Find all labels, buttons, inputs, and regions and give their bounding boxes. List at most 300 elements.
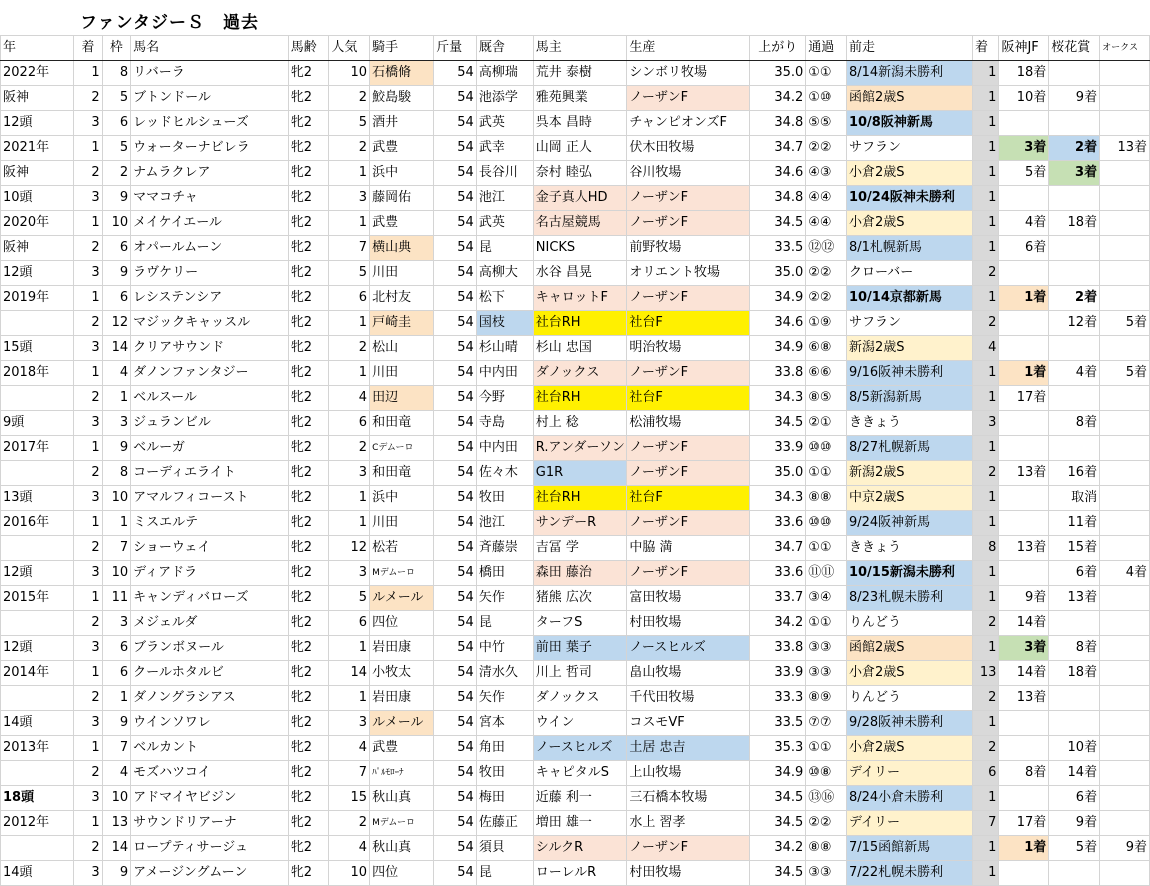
oaks-cell[interactable] bbox=[1100, 511, 1150, 536]
waku-cell[interactable]: 7 bbox=[102, 736, 130, 761]
oka-sho-cell[interactable] bbox=[1049, 111, 1100, 136]
waku-cell[interactable]: 3 bbox=[102, 411, 130, 436]
age-cell[interactable]: 牝2 bbox=[288, 61, 329, 86]
popularity-cell[interactable]: 5 bbox=[329, 586, 370, 611]
prev-race-cell[interactable]: デイリー bbox=[846, 811, 972, 836]
hanshin-jf-cell[interactable] bbox=[999, 486, 1049, 511]
owner-cell[interactable]: 山岡 正人 bbox=[533, 136, 627, 161]
weight-cell[interactable]: 54 bbox=[434, 661, 477, 686]
breeder-cell[interactable]: ノーザンF bbox=[627, 461, 750, 486]
hanshin-jf-cell[interactable]: 6着 bbox=[999, 236, 1049, 261]
owner-cell[interactable]: 杉山 忠国 bbox=[533, 336, 627, 361]
popularity-cell[interactable]: 3 bbox=[329, 186, 370, 211]
age-cell[interactable]: 牝2 bbox=[288, 236, 329, 261]
rank-cell[interactable]: 2 bbox=[74, 236, 102, 261]
passing-cell[interactable]: ⑧⑧ bbox=[806, 486, 847, 511]
owner-cell[interactable]: 近藤 利一 bbox=[533, 786, 627, 811]
breeder-cell[interactable]: ノーザンF bbox=[627, 211, 750, 236]
stable-cell[interactable]: 角田 bbox=[476, 736, 533, 761]
popularity-cell[interactable]: 1 bbox=[329, 311, 370, 336]
hanshin-jf-cell[interactable] bbox=[999, 511, 1049, 536]
prev-race-cell[interactable]: 小倉2歳S bbox=[846, 661, 972, 686]
hanshin-jf-cell[interactable]: 1着 bbox=[999, 836, 1049, 861]
prev-rank-cell[interactable]: 1 bbox=[973, 211, 999, 236]
prev-race-cell[interactable]: 8/23札幌未勝利 bbox=[846, 586, 972, 611]
horse-name-cell[interactable]: モズハツコイ bbox=[131, 761, 289, 786]
popularity-cell[interactable]: 5 bbox=[329, 111, 370, 136]
breeder-cell[interactable]: コスモVF bbox=[627, 711, 750, 736]
stable-cell[interactable]: 清水久 bbox=[476, 661, 533, 686]
weight-cell[interactable]: 54 bbox=[434, 536, 477, 561]
rank-cell[interactable]: 2 bbox=[74, 161, 102, 186]
age-cell[interactable]: 牝2 bbox=[288, 361, 329, 386]
owner-cell[interactable]: 金子真人HD bbox=[533, 186, 627, 211]
passing-cell[interactable]: ⑧⑧ bbox=[806, 836, 847, 861]
owner-cell[interactable]: シルクR bbox=[533, 836, 627, 861]
waku-cell[interactable]: 3 bbox=[102, 611, 130, 636]
passing-cell[interactable]: ⑩⑩ bbox=[806, 511, 847, 536]
rank-cell[interactable]: 1 bbox=[74, 811, 102, 836]
col-header-passing[interactable]: 通過 bbox=[806, 36, 847, 61]
last3f-cell[interactable]: 34.2 bbox=[750, 86, 806, 111]
horse-name-cell[interactable]: ダノングラシアス bbox=[131, 686, 289, 711]
passing-cell[interactable]: ⑩⑩ bbox=[806, 436, 847, 461]
age-cell[interactable]: 牝2 bbox=[288, 411, 329, 436]
oka-sho-cell[interactable]: 18着 bbox=[1049, 661, 1100, 686]
horse-name-cell[interactable]: サウンドリアーナ bbox=[131, 811, 289, 836]
breeder-cell[interactable]: ノーザンF bbox=[627, 86, 750, 111]
prev-race-cell[interactable]: 小倉2歳S bbox=[846, 211, 972, 236]
stable-cell[interactable]: 橋田 bbox=[476, 561, 533, 586]
jockey-cell[interactable]: 松山 bbox=[370, 336, 434, 361]
age-cell[interactable]: 牝2 bbox=[288, 736, 329, 761]
rank-cell[interactable]: 1 bbox=[74, 286, 102, 311]
year-cell[interactable]: 18頭 bbox=[1, 786, 74, 811]
oaks-cell[interactable] bbox=[1100, 61, 1150, 86]
popularity-cell[interactable]: 2 bbox=[329, 86, 370, 111]
prev-race-cell[interactable]: りんどう bbox=[846, 611, 972, 636]
prev-race-cell[interactable]: 8/5新潟新馬 bbox=[846, 386, 972, 411]
stable-cell[interactable]: 宮本 bbox=[476, 711, 533, 736]
breeder-cell[interactable]: 水上 習孝 bbox=[627, 811, 750, 836]
waku-cell[interactable]: 6 bbox=[102, 661, 130, 686]
last3f-cell[interactable]: 35.0 bbox=[750, 461, 806, 486]
jockey-cell[interactable]: 石橋脩 bbox=[370, 61, 434, 86]
prev-race-cell[interactable]: 8/27札幌新馬 bbox=[846, 436, 972, 461]
horse-name-cell[interactable]: コーディエライト bbox=[131, 461, 289, 486]
horse-name-cell[interactable]: ベルカント bbox=[131, 736, 289, 761]
prev-race-cell[interactable]: 10/8阪神新馬 bbox=[846, 111, 972, 136]
oaks-cell[interactable] bbox=[1100, 711, 1150, 736]
stable-cell[interactable]: 梅田 bbox=[476, 786, 533, 811]
prev-race-cell[interactable]: 新潟2歳S bbox=[846, 461, 972, 486]
popularity-cell[interactable]: 1 bbox=[329, 211, 370, 236]
horse-name-cell[interactable]: ナムラクレア bbox=[131, 161, 289, 186]
last3f-cell[interactable]: 34.5 bbox=[750, 211, 806, 236]
prev-race-cell[interactable]: デイリー bbox=[846, 761, 972, 786]
stable-cell[interactable]: 中内田 bbox=[476, 361, 533, 386]
last3f-cell[interactable]: 34.2 bbox=[750, 836, 806, 861]
weight-cell[interactable]: 54 bbox=[434, 461, 477, 486]
prev-rank-cell[interactable]: 13 bbox=[973, 661, 999, 686]
rank-cell[interactable]: 3 bbox=[74, 111, 102, 136]
year-cell[interactable] bbox=[1, 686, 74, 711]
jockey-cell[interactable]: 武豊 bbox=[370, 136, 434, 161]
weight-cell[interactable]: 54 bbox=[434, 411, 477, 436]
stable-cell[interactable]: 松下 bbox=[476, 286, 533, 311]
prev-race-cell[interactable]: 中京2歳S bbox=[846, 486, 972, 511]
waku-cell[interactable]: 11 bbox=[102, 586, 130, 611]
waku-cell[interactable]: 9 bbox=[102, 186, 130, 211]
owner-cell[interactable]: キャロットF bbox=[533, 286, 627, 311]
age-cell[interactable]: 牝2 bbox=[288, 811, 329, 836]
prev-rank-cell[interactable]: 1 bbox=[973, 136, 999, 161]
breeder-cell[interactable]: チャンピオンズF bbox=[627, 111, 750, 136]
jockey-cell[interactable]: 川田 bbox=[370, 361, 434, 386]
prev-rank-cell[interactable]: 1 bbox=[973, 61, 999, 86]
age-cell[interactable]: 牝2 bbox=[288, 711, 329, 736]
last3f-cell[interactable]: 34.8 bbox=[750, 111, 806, 136]
rank-cell[interactable]: 1 bbox=[74, 361, 102, 386]
jockey-cell[interactable]: ルメール bbox=[370, 711, 434, 736]
last3f-cell[interactable]: 35.0 bbox=[750, 261, 806, 286]
popularity-cell[interactable]: 12 bbox=[329, 536, 370, 561]
hanshin-jf-cell[interactable]: 10着 bbox=[999, 86, 1049, 111]
waku-cell[interactable]: 6 bbox=[102, 236, 130, 261]
hanshin-jf-cell[interactable] bbox=[999, 736, 1049, 761]
owner-cell[interactable]: 名古屋競馬 bbox=[533, 211, 627, 236]
breeder-cell[interactable]: ノーザンF bbox=[627, 286, 750, 311]
year-cell[interactable]: 10頭 bbox=[1, 186, 74, 211]
year-cell[interactable]: 阪神 bbox=[1, 236, 74, 261]
year-cell[interactable]: 2020年 bbox=[1, 211, 74, 236]
passing-cell[interactable]: ①① bbox=[806, 611, 847, 636]
rank-cell[interactable]: 1 bbox=[74, 436, 102, 461]
last3f-cell[interactable]: 34.5 bbox=[750, 411, 806, 436]
passing-cell[interactable]: ②② bbox=[806, 286, 847, 311]
horse-name-cell[interactable]: ジュランビル bbox=[131, 411, 289, 436]
prev-rank-cell[interactable]: 8 bbox=[973, 536, 999, 561]
oaks-cell[interactable] bbox=[1100, 286, 1150, 311]
passing-cell[interactable]: ④④ bbox=[806, 211, 847, 236]
popularity-cell[interactable]: 7 bbox=[329, 761, 370, 786]
last3f-cell[interactable]: 33.5 bbox=[750, 236, 806, 261]
hanshin-jf-cell[interactable]: 1着 bbox=[999, 361, 1049, 386]
jockey-cell[interactable]: 岩田康 bbox=[370, 636, 434, 661]
prev-rank-cell[interactable]: 1 bbox=[973, 711, 999, 736]
oaks-cell[interactable] bbox=[1100, 736, 1150, 761]
age-cell[interactable]: 牝2 bbox=[288, 761, 329, 786]
oaks-cell[interactable] bbox=[1100, 661, 1150, 686]
passing-cell[interactable]: ①① bbox=[806, 536, 847, 561]
owner-cell[interactable]: 増田 雄一 bbox=[533, 811, 627, 836]
stable-cell[interactable]: 矢作 bbox=[476, 586, 533, 611]
stable-cell[interactable]: 佐々木 bbox=[476, 461, 533, 486]
oka-sho-cell[interactable]: 5着 bbox=[1049, 836, 1100, 861]
rank-cell[interactable]: 2 bbox=[74, 311, 102, 336]
jockey-cell[interactable]: 浜中 bbox=[370, 486, 434, 511]
horse-name-cell[interactable]: クリアサウンド bbox=[131, 336, 289, 361]
prev-rank-cell[interactable]: 1 bbox=[973, 636, 999, 661]
rank-cell[interactable]: 3 bbox=[74, 486, 102, 511]
rank-cell[interactable]: 3 bbox=[74, 711, 102, 736]
oaks-cell[interactable] bbox=[1100, 111, 1150, 136]
passing-cell[interactable]: ⑥⑥ bbox=[806, 361, 847, 386]
rank-cell[interactable]: 3 bbox=[74, 411, 102, 436]
prev-rank-cell[interactable]: 1 bbox=[973, 386, 999, 411]
horse-name-cell[interactable]: アドマイヤビジン bbox=[131, 786, 289, 811]
hanshin-jf-cell[interactable]: 14着 bbox=[999, 611, 1049, 636]
rank-cell[interactable]: 3 bbox=[74, 861, 102, 886]
prev-race-cell[interactable]: 8/24小倉未勝利 bbox=[846, 786, 972, 811]
prev-rank-cell[interactable]: 1 bbox=[973, 236, 999, 261]
owner-cell[interactable]: ダノックス bbox=[533, 686, 627, 711]
waku-cell[interactable]: 1 bbox=[102, 386, 130, 411]
jockey-cell[interactable]: 武豊 bbox=[370, 736, 434, 761]
waku-cell[interactable]: 9 bbox=[102, 261, 130, 286]
oka-sho-cell[interactable]: 取消 bbox=[1049, 486, 1100, 511]
jockey-cell[interactable]: 四位 bbox=[370, 861, 434, 886]
jockey-cell[interactable]: 北村友 bbox=[370, 286, 434, 311]
last3f-cell[interactable]: 33.6 bbox=[750, 511, 806, 536]
oka-sho-cell[interactable] bbox=[1049, 186, 1100, 211]
waku-cell[interactable]: 7 bbox=[102, 536, 130, 561]
age-cell[interactable]: 牝2 bbox=[288, 136, 329, 161]
owner-cell[interactable]: 森田 藤治 bbox=[533, 561, 627, 586]
oaks-cell[interactable]: 4着 bbox=[1100, 561, 1150, 586]
waku-cell[interactable]: 4 bbox=[102, 361, 130, 386]
oka-sho-cell[interactable]: 6着 bbox=[1049, 561, 1100, 586]
popularity-cell[interactable]: 10 bbox=[329, 861, 370, 886]
jockey-cell[interactable]: 鮫島駿 bbox=[370, 86, 434, 111]
breeder-cell[interactable]: ノーザンF bbox=[627, 186, 750, 211]
weight-cell[interactable]: 54 bbox=[434, 611, 477, 636]
popularity-cell[interactable]: 1 bbox=[329, 161, 370, 186]
year-cell[interactable]: 15頭 bbox=[1, 336, 74, 361]
jockey-cell[interactable]: ルメール bbox=[370, 586, 434, 611]
owner-cell[interactable]: 奈村 睦弘 bbox=[533, 161, 627, 186]
jockey-cell[interactable]: Mデムーロ bbox=[370, 561, 434, 586]
weight-cell[interactable]: 54 bbox=[434, 211, 477, 236]
year-cell[interactable] bbox=[1, 611, 74, 636]
breeder-cell[interactable]: 松浦牧場 bbox=[627, 411, 750, 436]
stable-cell[interactable]: 池添学 bbox=[476, 86, 533, 111]
owner-cell[interactable]: NICKS bbox=[533, 236, 627, 261]
horse-name-cell[interactable]: ブトンドール bbox=[131, 86, 289, 111]
year-cell[interactable]: 12頭 bbox=[1, 561, 74, 586]
stable-cell[interactable]: 佐藤正 bbox=[476, 811, 533, 836]
breeder-cell[interactable]: 中脇 満 bbox=[627, 536, 750, 561]
age-cell[interactable]: 牝2 bbox=[288, 636, 329, 661]
horse-name-cell[interactable]: ウインソワレ bbox=[131, 711, 289, 736]
stable-cell[interactable]: 牧田 bbox=[476, 761, 533, 786]
oaks-cell[interactable]: 13着 bbox=[1100, 136, 1150, 161]
rank-cell[interactable]: 3 bbox=[74, 186, 102, 211]
hanshin-jf-cell[interactable] bbox=[999, 111, 1049, 136]
prev-race-cell[interactable]: クローバー bbox=[846, 261, 972, 286]
col-header-prev-rank[interactable]: 着 bbox=[973, 36, 999, 61]
hanshin-jf-cell[interactable] bbox=[999, 261, 1049, 286]
age-cell[interactable]: 牝2 bbox=[288, 486, 329, 511]
jockey-cell[interactable]: 和田竜 bbox=[370, 461, 434, 486]
waku-cell[interactable]: 9 bbox=[102, 436, 130, 461]
jockey-cell[interactable]: 四位 bbox=[370, 611, 434, 636]
horse-name-cell[interactable]: アメージングムーン bbox=[131, 861, 289, 886]
jockey-cell[interactable]: 岩田康 bbox=[370, 686, 434, 711]
col-header-stable[interactable]: 厩舎 bbox=[476, 36, 533, 61]
weight-cell[interactable]: 54 bbox=[434, 861, 477, 886]
oka-sho-cell[interactable]: 4着 bbox=[1049, 361, 1100, 386]
passing-cell[interactable]: ②① bbox=[806, 411, 847, 436]
last3f-cell[interactable]: 34.5 bbox=[750, 786, 806, 811]
year-cell[interactable]: 2016年 bbox=[1, 511, 74, 536]
jockey-cell[interactable]: 藤岡佑 bbox=[370, 186, 434, 211]
oka-sho-cell[interactable]: 10着 bbox=[1049, 736, 1100, 761]
passing-cell[interactable]: ①⑨ bbox=[806, 311, 847, 336]
popularity-cell[interactable]: 15 bbox=[329, 786, 370, 811]
hanshin-jf-cell[interactable]: 13着 bbox=[999, 686, 1049, 711]
last3f-cell[interactable]: 34.5 bbox=[750, 811, 806, 836]
oaks-cell[interactable]: 5着 bbox=[1100, 361, 1150, 386]
col-header-popularity[interactable]: 人気 bbox=[329, 36, 370, 61]
prev-race-cell[interactable]: 小倉2歳S bbox=[846, 736, 972, 761]
owner-cell[interactable]: 社台RH bbox=[533, 386, 627, 411]
year-cell[interactable]: 2019年 bbox=[1, 286, 74, 311]
horse-name-cell[interactable]: レッドヒルシューズ bbox=[131, 111, 289, 136]
jockey-cell[interactable]: 松若 bbox=[370, 536, 434, 561]
hanshin-jf-cell[interactable] bbox=[999, 336, 1049, 361]
breeder-cell[interactable]: 社台F bbox=[627, 311, 750, 336]
year-cell[interactable]: 阪神 bbox=[1, 86, 74, 111]
passing-cell[interactable]: ①⑩ bbox=[806, 86, 847, 111]
breeder-cell[interactable]: 土居 忠吉 bbox=[627, 736, 750, 761]
oka-sho-cell[interactable] bbox=[1049, 61, 1100, 86]
popularity-cell[interactable]: 5 bbox=[329, 261, 370, 286]
popularity-cell[interactable]: 6 bbox=[329, 286, 370, 311]
year-cell[interactable] bbox=[1, 461, 74, 486]
breeder-cell[interactable]: ノーザンF bbox=[627, 836, 750, 861]
rank-cell[interactable]: 2 bbox=[74, 686, 102, 711]
rank-cell[interactable]: 2 bbox=[74, 461, 102, 486]
col-header-age[interactable]: 馬齢 bbox=[288, 36, 329, 61]
prev-rank-cell[interactable]: 2 bbox=[973, 461, 999, 486]
breeder-cell[interactable]: 伏木田牧場 bbox=[627, 136, 750, 161]
owner-cell[interactable]: 社台RH bbox=[533, 486, 627, 511]
rank-cell[interactable]: 3 bbox=[74, 336, 102, 361]
col-header-oaks[interactable]: オークス bbox=[1100, 36, 1150, 61]
hanshin-jf-cell[interactable] bbox=[999, 786, 1049, 811]
breeder-cell[interactable]: ノースヒルズ bbox=[627, 636, 750, 661]
weight-cell[interactable]: 54 bbox=[434, 486, 477, 511]
owner-cell[interactable]: ローレルR bbox=[533, 861, 627, 886]
rank-cell[interactable]: 1 bbox=[74, 211, 102, 236]
prev-rank-cell[interactable]: 1 bbox=[973, 586, 999, 611]
stable-cell[interactable]: 武英 bbox=[476, 111, 533, 136]
oaks-cell[interactable] bbox=[1100, 261, 1150, 286]
oka-sho-cell[interactable] bbox=[1049, 686, 1100, 711]
horse-name-cell[interactable]: ダノンファンタジー bbox=[131, 361, 289, 386]
oaks-cell[interactable] bbox=[1100, 586, 1150, 611]
oka-sho-cell[interactable]: 3着 bbox=[1049, 161, 1100, 186]
prev-race-cell[interactable]: 7/15函館新馬 bbox=[846, 836, 972, 861]
waku-cell[interactable]: 1 bbox=[102, 686, 130, 711]
weight-cell[interactable]: 54 bbox=[434, 386, 477, 411]
oaks-cell[interactable] bbox=[1100, 861, 1150, 886]
last3f-cell[interactable]: 34.3 bbox=[750, 386, 806, 411]
prev-rank-cell[interactable]: 2 bbox=[973, 686, 999, 711]
year-cell[interactable]: 9頭 bbox=[1, 411, 74, 436]
popularity-cell[interactable]: 1 bbox=[329, 686, 370, 711]
oka-sho-cell[interactable]: 9着 bbox=[1049, 811, 1100, 836]
horse-name-cell[interactable]: ショーウェイ bbox=[131, 536, 289, 561]
horse-name-cell[interactable]: メイケイエール bbox=[131, 211, 289, 236]
popularity-cell[interactable]: 14 bbox=[329, 661, 370, 686]
waku-cell[interactable]: 5 bbox=[102, 136, 130, 161]
col-header-hanshin-jf[interactable]: 阪神JF bbox=[999, 36, 1049, 61]
popularity-cell[interactable]: 1 bbox=[329, 486, 370, 511]
last3f-cell[interactable]: 35.0 bbox=[750, 61, 806, 86]
popularity-cell[interactable]: 3 bbox=[329, 711, 370, 736]
oka-sho-cell[interactable]: 14着 bbox=[1049, 761, 1100, 786]
prev-race-cell[interactable]: 8/1札幌新馬 bbox=[846, 236, 972, 261]
hanshin-jf-cell[interactable] bbox=[999, 311, 1049, 336]
horse-name-cell[interactable]: ラヴケリー bbox=[131, 261, 289, 286]
oka-sho-cell[interactable]: 6着 bbox=[1049, 786, 1100, 811]
age-cell[interactable]: 牝2 bbox=[288, 186, 329, 211]
jockey-cell[interactable]: ﾊﾟﾙﾓﾛｰﾅ bbox=[370, 761, 434, 786]
age-cell[interactable]: 牝2 bbox=[288, 161, 329, 186]
weight-cell[interactable]: 54 bbox=[434, 511, 477, 536]
oka-sho-cell[interactable]: 11着 bbox=[1049, 511, 1100, 536]
weight-cell[interactable]: 54 bbox=[434, 711, 477, 736]
waku-cell[interactable]: 4 bbox=[102, 761, 130, 786]
jockey-cell[interactable]: Mデムーロ bbox=[370, 811, 434, 836]
last3f-cell[interactable]: 34.3 bbox=[750, 486, 806, 511]
hanshin-jf-cell[interactable]: 18着 bbox=[999, 61, 1049, 86]
last3f-cell[interactable]: 34.8 bbox=[750, 186, 806, 211]
stable-cell[interactable]: 牧田 bbox=[476, 486, 533, 511]
hanshin-jf-cell[interactable]: 3着 bbox=[999, 136, 1049, 161]
last3f-cell[interactable]: 33.9 bbox=[750, 661, 806, 686]
year-cell[interactable]: 12頭 bbox=[1, 111, 74, 136]
jockey-cell[interactable]: 酒井 bbox=[370, 111, 434, 136]
prev-rank-cell[interactable]: 4 bbox=[973, 336, 999, 361]
oka-sho-cell[interactable]: 16着 bbox=[1049, 461, 1100, 486]
prev-rank-cell[interactable]: 1 bbox=[973, 861, 999, 886]
rank-cell[interactable]: 2 bbox=[74, 386, 102, 411]
hanshin-jf-cell[interactable] bbox=[999, 436, 1049, 461]
waku-cell[interactable]: 9 bbox=[102, 861, 130, 886]
oka-sho-cell[interactable] bbox=[1049, 711, 1100, 736]
col-header-breeder[interactable]: 生産 bbox=[627, 36, 750, 61]
col-header-prev-race[interactable]: 前走 bbox=[846, 36, 972, 61]
breeder-cell[interactable]: ノーザンF bbox=[627, 561, 750, 586]
stable-cell[interactable]: 寺島 bbox=[476, 411, 533, 436]
jockey-cell[interactable]: 小牧太 bbox=[370, 661, 434, 686]
horse-name-cell[interactable]: ベルスール bbox=[131, 386, 289, 411]
weight-cell[interactable]: 54 bbox=[434, 136, 477, 161]
year-cell[interactable]: 2014年 bbox=[1, 661, 74, 686]
year-cell[interactable] bbox=[1, 386, 74, 411]
age-cell[interactable]: 牝2 bbox=[288, 861, 329, 886]
rank-cell[interactable]: 3 bbox=[74, 636, 102, 661]
col-header-jockey[interactable]: 騎手 bbox=[370, 36, 434, 61]
jockey-cell[interactable]: Cデムーロ bbox=[370, 436, 434, 461]
horse-name-cell[interactable]: ウォーターナビレラ bbox=[131, 136, 289, 161]
stable-cell[interactable]: 矢作 bbox=[476, 686, 533, 711]
oka-sho-cell[interactable]: 9着 bbox=[1049, 86, 1100, 111]
rank-cell[interactable]: 1 bbox=[74, 61, 102, 86]
